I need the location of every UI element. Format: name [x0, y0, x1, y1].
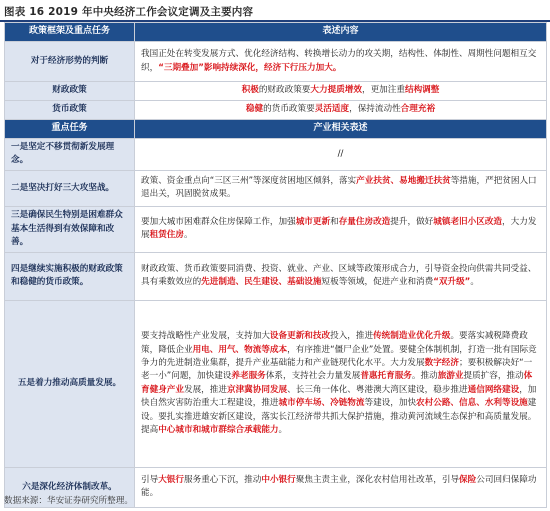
row-label: 货币政策 — [5, 101, 135, 120]
table-row — [5, 42, 547, 82]
row-highlight: 先进制造、民生建设、基础设施 — [201, 277, 322, 288]
row-content — [135, 82, 547, 101]
row-text: 短板等领域，促进产业和消费 — [321, 277, 434, 288]
table-row — [5, 170, 547, 206]
row-highlight: 通信网络建设 — [467, 384, 520, 395]
row-content: // — [135, 139, 547, 171]
row-content — [135, 252, 547, 300]
row-label: 四是继续实施积极的财政政策和稳健的货币政策。 — [5, 252, 135, 300]
figure-title: 图表 16 2019 年中央经济工作会议定调及主要内容 — [4, 6, 254, 18]
table-subheader-row — [5, 120, 547, 139]
row-highlight: 稳健 — [245, 104, 264, 115]
row-highlight: 中心城市和城市群综合承载能力 — [158, 425, 279, 436]
row-label: 二是坚决打好三大攻坚战。 — [5, 170, 135, 206]
row-highlight: 中小银行 — [261, 474, 296, 485]
header-left: 政策框架及重点任务 — [5, 23, 135, 42]
row-label: 对于经济形势的判断 — [5, 42, 135, 82]
row-label: 财政政策 — [5, 82, 135, 101]
row-text: 政策、资金重点向“三区三州”等深度贫困地区倾斜，落实 — [141, 175, 357, 186]
row-highlight: 体育健身产业 — [141, 371, 533, 395]
row-highlight: 合理充裕 — [400, 104, 436, 115]
row-text: 。要落实减税降费政策，降低企业 — [141, 331, 528, 355]
row-text: 的财政政策要 — [258, 85, 311, 96]
table-row — [5, 139, 547, 171]
row-highlight: 农村公路、信息、水利等设施 — [416, 398, 528, 409]
row-text: 。 — [278, 425, 288, 436]
source-note: 数据来源：华安证券研究所整理。 — [4, 496, 133, 506]
row-highlight: 城市更新 — [295, 216, 331, 227]
row-highlight: 传统制造业优化升级 — [373, 331, 451, 342]
row-text: 要加大城市困难群众住房保障工作，加强 — [141, 216, 296, 227]
row-text: 要支持战略性产业发展，支持加大 — [141, 331, 270, 342]
row-highlight: 产业扶贫、易地搬迁扶贫 — [356, 175, 451, 186]
row-text: ，大力发展 — [141, 216, 537, 241]
policy-table — [4, 22, 547, 508]
table-row — [5, 300, 547, 467]
row-content — [135, 467, 547, 507]
row-text: 建设。要扎实推进雄安新区建设，落实长江经济带共抓大保护措施，推动黄河流域生态保护和高质量发展。提高 — [141, 398, 537, 436]
row-highlight: 租赁住房 — [149, 230, 184, 241]
row-highlight: 设备更新和技改 — [269, 331, 331, 342]
row-highlight: 城镇老旧小区改造 — [433, 216, 503, 227]
row-text: 服务重心下沉，推动 — [184, 474, 262, 485]
table-row — [5, 206, 547, 252]
row-text: 引导 — [141, 474, 159, 485]
row-highlight: 积极 — [241, 85, 259, 96]
row-highlight: 普惠托育服务 — [360, 371, 412, 382]
row-text: ，加快自然灾害防治重大工程建设，推进 — [141, 384, 537, 409]
row-text: 发展，推进 — [183, 384, 227, 395]
row-text: 聚焦主责主业，深化农村信用社改革，引导 — [295, 474, 460, 485]
row-text: 等措施，严把贫困人口退出关，巩固脱贫成果。 — [141, 175, 537, 200]
row-text: 。推动 — [411, 371, 438, 382]
row-text: 财政政策、货币政策要同消费、投资、就业、产业、区域等政策形成合力，引导资金投向供需共同受益、具有乘数效应的 — [141, 263, 537, 288]
row-text: 体系，支持社会力量发展 — [265, 371, 361, 382]
row-text: ，保持流动性 — [349, 104, 401, 115]
row-content — [135, 206, 547, 252]
row-highlight: 养老服务 — [231, 371, 266, 382]
row-highlight: “双升级” — [433, 277, 471, 288]
row-text: ；要积极解决好“一老一小”问题，加快建设 — [141, 358, 533, 382]
row-label: 五是着力推动高质量发展。 — [5, 300, 135, 467]
row-highlight: 旅游业 — [437, 371, 464, 382]
row-label: 三是确保民生特别是困难群众基本生活得到有效保障和改善。 — [5, 206, 135, 252]
subheader-left: 重点任务 — [5, 120, 135, 139]
table-row — [5, 252, 547, 300]
row-highlight: 保险 — [459, 474, 477, 485]
row-text: 。 — [470, 277, 479, 288]
row-content — [135, 170, 547, 206]
row-label: 六是深化经济体制改革。 — [5, 467, 135, 507]
row-content — [135, 42, 547, 82]
row-highlight: 灵活适度 — [314, 104, 350, 115]
row-text: 等建设，加快 — [364, 398, 417, 409]
row-label: 一是坚定不移贯彻新发展理念。 — [5, 139, 135, 171]
row-text: ，更加注重 — [361, 85, 405, 96]
row-text: 公司回归保障功能。 — [141, 474, 537, 499]
row-highlight: “三期叠加”影响持续深化，经济下行压力加大。 — [158, 62, 342, 73]
row-text: 。 — [184, 230, 193, 241]
row-highlight: 城市停车场、冷链物流 — [278, 398, 365, 409]
row-text: 、长三角一体化、粤港澳大湾区建设，稳步推进 — [287, 384, 468, 395]
table-row — [5, 101, 547, 120]
table-header-row — [5, 23, 547, 42]
row-highlight: 大力提质增效 — [310, 85, 362, 96]
header-right: 表述内容 — [135, 23, 547, 42]
row-content — [135, 101, 547, 120]
row-content — [135, 300, 547, 467]
row-highlight: 大银行 — [158, 474, 184, 485]
row-highlight: 用电、用气、物流等成本 — [192, 344, 288, 355]
row-text: 提升，做好 — [390, 216, 434, 227]
row-highlight: 数字经济 — [424, 358, 459, 368]
row-text: 投入，推进 — [330, 331, 374, 342]
table-row — [5, 82, 547, 101]
row-text: 和 — [330, 216, 339, 227]
row-highlight: 结构调整 — [404, 85, 440, 96]
row-text: 的货币政策要 — [263, 104, 315, 115]
row-text: ，有序推进“僵尸企业”处置。要健全体制机制，打造一批有国际竞争力的先进制造业集群，提升产业基础能力和产业链现代化水平。大力发展 — [141, 344, 537, 368]
row-text: 提质扩容，推动 — [463, 371, 524, 382]
row-highlight: 京津冀协同发展 — [226, 384, 288, 395]
subheader-right: 产业相关表述 — [135, 120, 547, 139]
row-highlight: 存量住房改造 — [338, 216, 391, 227]
row-text: 我国正处在转变发展方式、优化经济结构、转换增长动力的攻关期，结构性、体制性、周期性问题相互交织， — [141, 49, 537, 73]
